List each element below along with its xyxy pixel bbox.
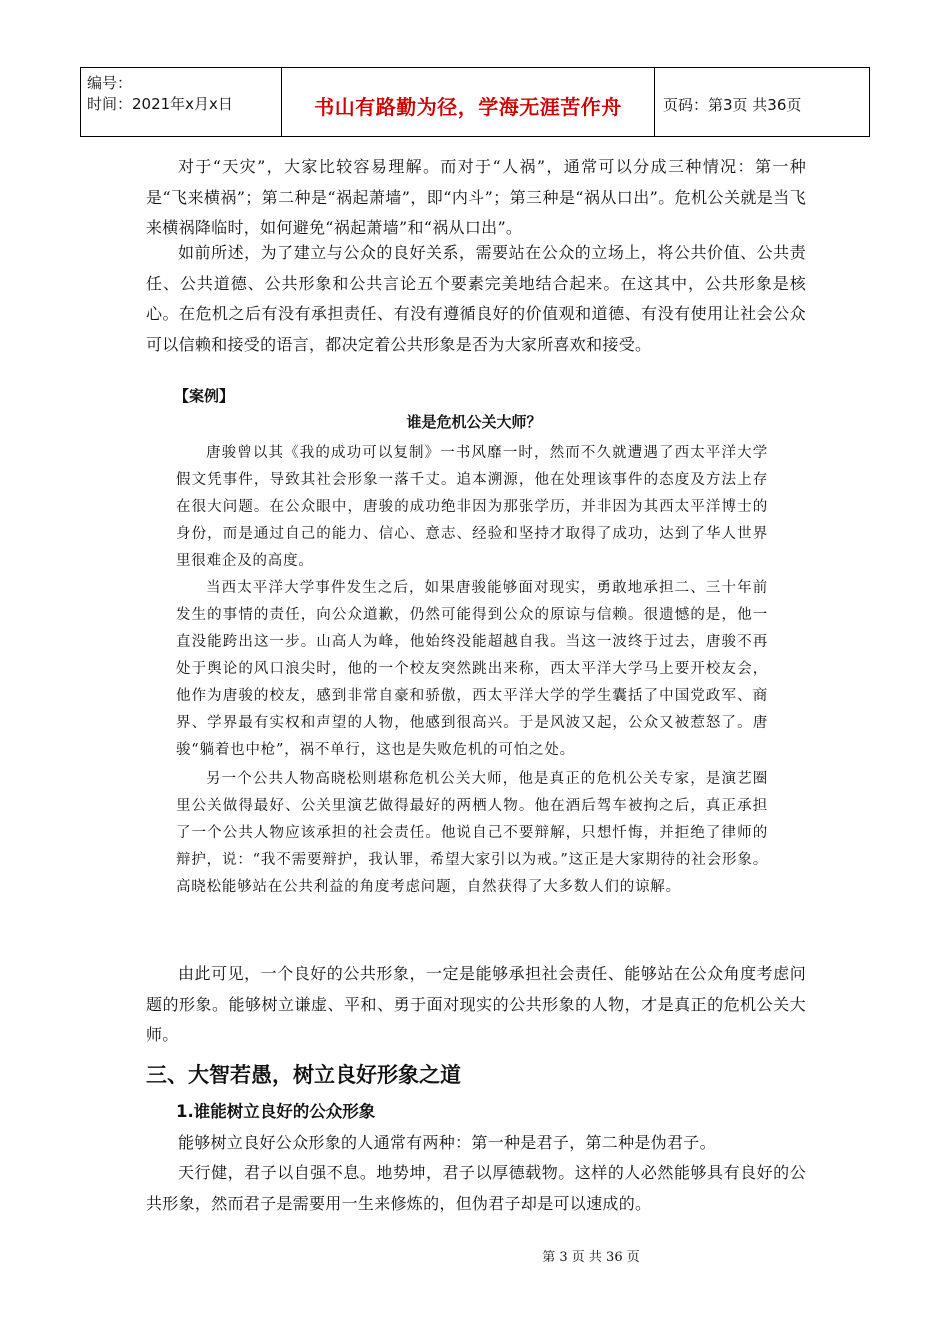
- header-motto: 书山有路勤为径，学海无涯苦作舟: [282, 68, 655, 136]
- section-heading: 三、大智若愚，树立良好形象之道: [146, 1063, 461, 1087]
- conclusion-paragraph: 由此可见，一个良好的公共形象，一定是能够承担社会责任、能够站在公众角度考虑问题的形象。能够树立谦虚、平和、勇于面对现实的公共形象的人物，才是真正的危机公关大师。: [146, 964, 806, 1044]
- section-paragraph-1: 能够树立良好公众形象的人通常有两种：第一种是君子，第二种是伪君子。: [178, 1133, 716, 1152]
- case-label: 【案例】: [174, 387, 235, 405]
- header-page-info: 页码：第3页 共36页: [663, 95, 802, 114]
- page-header: [80, 67, 870, 137]
- case-paragraph-3: 另一个公共人物高晓松则堪称危机公关大师，他是真正的危机公关专家，是演艺圈里公关做得最好、公关里演艺做得最好的两栖人物。他在酒后驾车被拘之后，真正承担了一个公共人物应该承担的社会责任。他说自己不要辩解，只想忏悔，并拒绝了律师的辩护，说：“我不需要辩护，我认罪，希望大家引以为戒。”这正是大家期待的社会形象。高晓松能够站在公共利益的角度考虑问题，自然获得了大多数人们的谅解。: [176, 771, 768, 895]
- subsection-heading: 1.谁能树立良好的公众形象: [176, 1102, 376, 1121]
- case-title: 谁是危机公关大师？: [406, 413, 542, 431]
- header-info-cell: [81, 68, 282, 136]
- case-paragraph-1: 唐骏曾以其《我的成功可以复制》一书风靡一时，然而不久就遭遇了西太平洋大学假文凭事件，导致其社会形象一落千丈。追本溯源，他在处理该事件的态度及方法上存在很大问题。在公众眼中，唐骏的成功绝非因为那张学历，并非因为其西太平洋博士的身份，而是通过自己的能力、信心、意志、经验和坚持才取得了成功，达到了华人世界里很难企及的高度。: [176, 445, 768, 569]
- footer-page-number: 第 3 页 共 36 页: [542, 1250, 640, 1265]
- document-date-label: 时间：2021年x月x日: [87, 95, 233, 113]
- body-paragraph-2: 如前所述，为了建立与公众的良好关系，需要站在公众的立场上，将公共价值、公共责任、公共道德、公共形象和公共言论五个要素完美地结合起来。在这其中，公共形象是核心。在危机之后有没有承担责任、有没有遵循良好的价值观和道德、有没有使用让社会公众可以信赖和接受的语言，都决定着公共形象是否为大家所喜欢和接受。: [146, 243, 806, 354]
- body-paragraph-1: 对于“天灾”，大家比较容易理解。而对于“人祸”，通常可以分成三种情况：第一种是“飞来横祸”；第二种是“祸起萧墙”，即“内斗”；第三种是“祸从口出”。危机公关就是当飞来横祸降临时，如何避免“祸起萧墙”和“祸从口出”。: [146, 157, 806, 237]
- section-paragraph-2: 天行健，君子以自强不息。地势坤，君子以厚德载物。这样的人必然能够具有良好的公共形象，然而君子是需要用一生来修炼的，但伪君子却是可以速成的。: [146, 1163, 806, 1213]
- case-paragraph-2: 当西太平洋大学事件发生之后，如果唐骏能够面对现实，勇敢地承担二、三十年前发生的事情的责任，向公众道歉，仍然可能得到公众的原谅与信赖。很遗憾的是，他一直没能跨出这一步。山高人为峰，他始终没能超越自我。当这一波终于过去，唐骏不再处于舆论的风口浪尖时，他的一个校友突然跳出来称，西太平洋大学马上要开校友会，他作为唐骏的校友，感到非常自豪和骄傲，西太平洋大学的学生囊括了中国党政军、商界、学界最有实权和声望的人物，他感到很高兴。于是风波又起，公众又被惹怒了。唐骏“躺着也中枪”，祸不单行，这也是失败危机的可怕之处。: [176, 580, 768, 758]
- document-number-label: 编号：: [87, 74, 133, 92]
- page-footer: [0, 1246, 950, 1265]
